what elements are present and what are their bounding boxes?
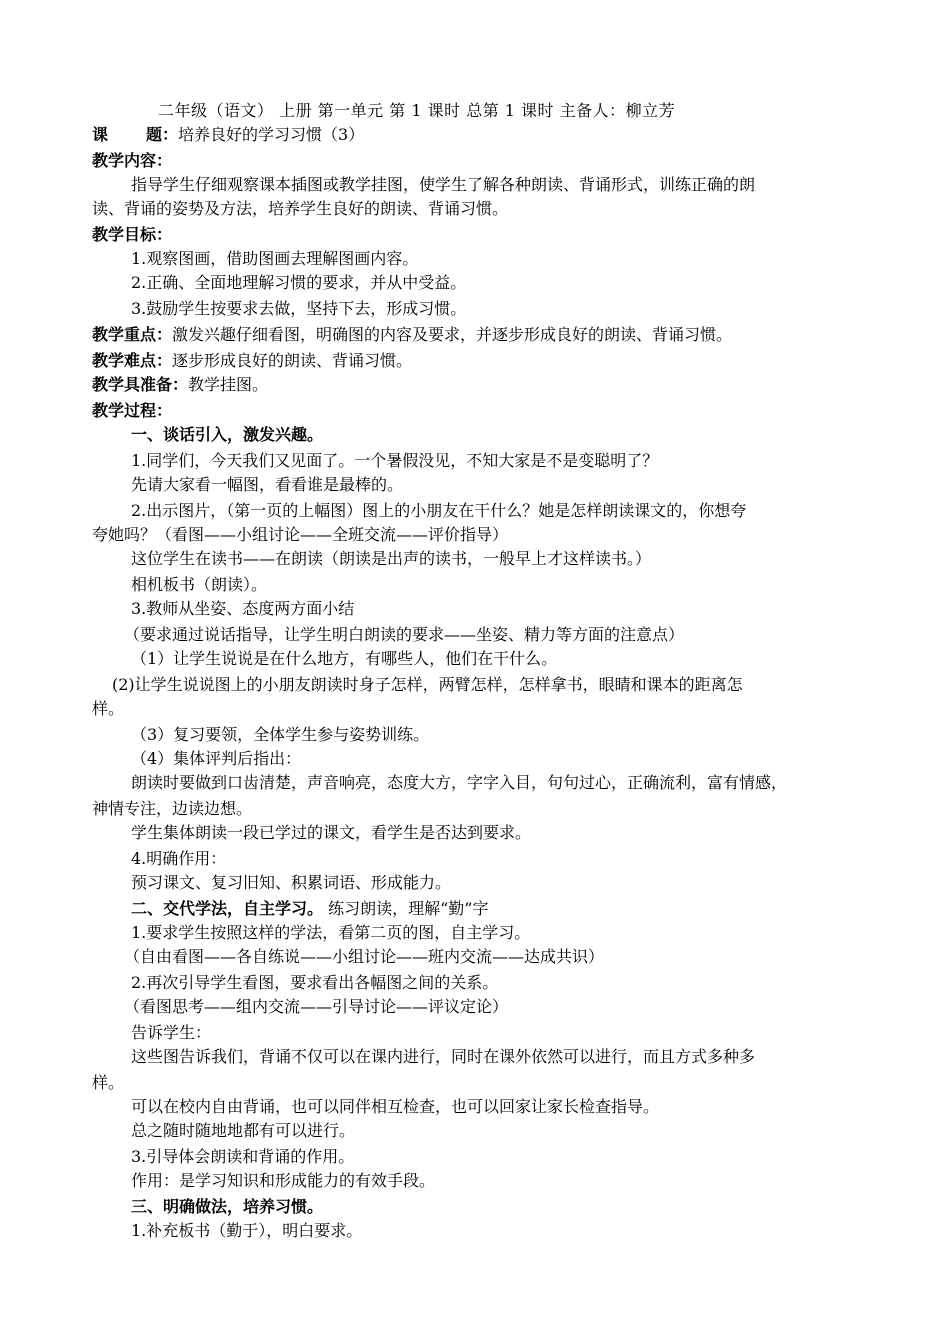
s1-line: 神情专注，边读边想。 (92, 799, 253, 818)
goals-label: 教学目标： (92, 225, 173, 244)
lesson-header: 二年级（语文） 上册 第一单元 第 1 课时 总第 1 课时 主备人：柳立芳 (158, 101, 676, 120)
s2-line: （看图思考——组内交流——引导讨论——评议定论） (124, 997, 509, 1016)
s1-line: 预习课文、复习旧知、积累词语、形成能力。 (131, 873, 452, 892)
difficulty-label: 教学难点： (92, 351, 173, 370)
s1-line: （1）让学生说说是在什么地方，有哪些人，他们在干什么。 (131, 649, 558, 668)
section-2-title-row (131, 898, 862, 920)
s1-line: 先请大家看一幅图，看看谁是最棒的。 (131, 475, 404, 494)
tools-text: 教学挂图。 (188, 375, 269, 394)
difficulty-row (92, 350, 862, 372)
content-para-line1: 指导学生仔细观察课本插图或教学挂图，使学生了解各种朗读、背诵形式，训练正确的朗 (131, 175, 756, 194)
s1-line: 1.同学们，今天我们又见面了。一个暑假没见，不知大家是不是变聪明了？ (131, 451, 659, 470)
goal-item-1: 1.观察图画，借助图画去理解图画内容。 (131, 249, 419, 268)
s2-line: 这些图告诉我们，背诵不仅可以在课内进行，同时在课外依然可以进行，而且方式多种多 (131, 1047, 756, 1066)
focus-text: 激发兴趣仔细看图，明确图的内容及要求，并逐步形成良好的朗读、背诵习惯。 (172, 325, 733, 344)
tools-row (92, 374, 862, 396)
s2-line: 告诉学生： (131, 1023, 212, 1042)
title-label-b: 题： (146, 125, 179, 144)
focus-label: 教学重点： (92, 325, 173, 344)
s2-line: （自由看图——各自练说——小组讨论——班内交流——达成共识） (124, 947, 605, 966)
content-para-line2: 读、背诵的姿势及方法，培养学生良好的朗读、背诵习惯。 (92, 199, 509, 218)
s1-line: 相机板书（朗读）。 (131, 575, 268, 594)
section-1-title: 一、谈话引入，激发兴趣。 (131, 425, 324, 444)
s2-line: 总之随时随地地都有可以进行。 (131, 1121, 356, 1140)
s2-line: 1.要求学生按照这样的学法，看第二页的图，自主学习。 (131, 923, 531, 942)
s1-line: 朗读时要做到口齿清楚，声音响亮，态度大方，字字入目，句句过心，正确流利，富有情感， (131, 773, 788, 792)
s3-line: 1.补充板书（勤于），明白要求。 (131, 1221, 363, 1240)
lesson-title: 培养良好的学习习惯（3） (178, 125, 365, 144)
s1-line: 3.教师从坐姿、态度两方面小结 (131, 599, 355, 618)
difficulty-text: 逐步形成良好的朗读、背诵习惯。 (172, 351, 413, 370)
title-label-a: 课 (92, 125, 109, 144)
s1-line: （3）复习要领，全体学生参与姿势训练。 (131, 725, 430, 744)
s1-line: 2.出示图片，（第一页的上幅图）图上的小朋友在干什么？她是怎样朗读课文的，你想夸 (131, 501, 747, 520)
section-2-title-tail: 练习朗读，理解“勤”字 (323, 899, 489, 918)
s1-line: 4.明确作用： (131, 849, 227, 868)
s1-line: 夸她吗？（看图——小组讨论——全班交流——评价指导） (92, 525, 509, 544)
lesson-title-row (92, 124, 862, 146)
s1-line: （要求通过说话指导，让学生明白朗读的要求——坐姿、精力等方面的注意点） (124, 625, 685, 644)
s1-line: 学生集体朗读一段已学过的课文，看学生是否达到要求。 (131, 823, 532, 842)
focus-row (92, 324, 862, 346)
goal-item-2: 2.正确、全面地理解习惯的要求，并从中受益。 (131, 273, 467, 292)
process-label: 教学过程： (92, 401, 173, 420)
s1-line: 这位学生在读书——在朗读（朗读是出声的读书，一般早上才这样读书。） (131, 549, 652, 568)
s2-line: 3.引导体会朗读和背诵的作用。 (131, 1147, 355, 1166)
goal-item-3: 3.鼓励学生按要求去做，坚持下去，形成习惯。 (131, 299, 467, 318)
s1-line: （4）集体评判后指出： (131, 749, 302, 768)
section-3-title: 三、明确做法，培养习惯。 (131, 1197, 324, 1216)
tools-label: 教学具准备： (92, 375, 189, 394)
s1-line: 样。 (92, 699, 125, 718)
s2-line: 2.再次引导学生看图，要求看出各幅图之间的关系。 (131, 973, 499, 992)
s2-line: 可以在校内自由背诵，也可以同伴相互检查，也可以回家让家长检查指导。 (131, 1097, 660, 1116)
s1-line: (2)让学生说说图上的小朋友朗读时身子怎样，两臂怎样，怎样拿书，眼睛和课本的距离怎 (112, 675, 743, 694)
s2-line: 样。 (92, 1073, 125, 1092)
section-2-title: 二、交代学法，自主学习。 (131, 899, 324, 918)
content-label: 教学内容： (92, 151, 173, 170)
s2-line: 作用：是学习知识和形成能力的有效手段。 (131, 1171, 436, 1190)
